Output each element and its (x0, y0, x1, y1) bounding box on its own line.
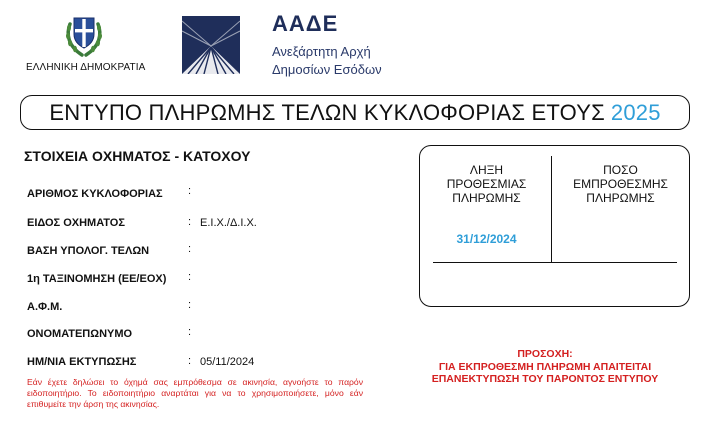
amount-label-line1: ΠΟΣΟ (603, 163, 638, 177)
row-colon: : (188, 216, 192, 228)
warning-line2: ΕΠΑΝΕΚΤΥΠΩΣΗ ΤΟΥ ΠΑΡΟΝΤΟΣ ΕΝΤΥΠΟΥ (431, 373, 659, 385)
row-label-first-registration: 1η ΤΑΞΙΝΟΜΗΣΗ (ΕΕ/ΕΟΧ) (27, 273, 167, 285)
warning-line1: ΓΙΑ ΕΚΠΡΟΘΕΣΜΗ ΠΛΗΡΩΜΗ ΑΠΑΙΤΕΙΤΑΙ (438, 360, 652, 373)
row-colon: : (188, 271, 192, 283)
greek-coat-of-arms-icon (64, 10, 104, 58)
aade-name-line1: Ανεξάρτητη Αρχή (272, 44, 371, 59)
row-colon: : (188, 355, 192, 367)
state-label: ΕΛΛΗΝΙΚΗ ΔΗΜΟΚΡΑΤΙΑ (26, 62, 146, 73)
deadline-label-line3: ΠΛΗΡΩΜΗΣ (452, 191, 521, 205)
late-payment-warning (395, 348, 695, 386)
row-label-print-date: ΗΜ/ΝΙΑ ΕΚΤΥΠΩΣΗΣ (27, 356, 137, 368)
deadline-label-line2: ΠΡΟΘΕΣΜΙΑΣ (446, 177, 527, 191)
row-label-fee-basis: ΒΑΣΗ ΥΠΟΛΟΓ. ΤΕΛΩΝ (27, 245, 150, 257)
amount-label-line3: ΠΛΗΡΩΜΗΣ (586, 191, 655, 205)
aade-acronym: ΑΑΔΕ (272, 11, 339, 36)
row-label-tax-id: Α.Φ.Μ. (27, 301, 63, 313)
payment-box-vertical-divider (551, 156, 552, 263)
row-colon: : (188, 185, 192, 197)
amount-label (558, 163, 683, 205)
section-title: ΣΤΟΙΧΕΙΑ ΟΧΗΜΑΤΟΣ - ΚΑΤΟΧΟΥ (24, 148, 251, 164)
form-title-year: 2025 (610, 99, 661, 125)
payment-box-horizontal-divider (433, 262, 677, 263)
row-colon: : (188, 299, 192, 311)
row-colon: : (188, 326, 192, 338)
row-label-registration-number: ΑΡΙΘΜΟΣ ΚΥΚΛΟΦΟΡΙΑΣ (27, 188, 163, 200)
warning-title: ΠΡΟΣΟΧΗ: (517, 348, 573, 360)
deadline-value: 31/12/2024 (456, 232, 517, 246)
form-title-text: ΕΝΤΥΠΟ ΠΛΗΡΩΜΗΣ ΤΕΛΩΝ ΚΥΚΛΟΦΟΡΙΑΣ ΕΤΟΥΣ (49, 99, 605, 125)
row-label-vehicle-type: ΕΙΔΟΣ ΟΧΗΜΑΤΟΣ (27, 217, 125, 229)
aade-name-line2: Δημοσίων Εσόδων (272, 62, 382, 77)
row-colon: : (188, 243, 192, 255)
aade-logo-icon (182, 16, 240, 74)
form-title (20, 95, 690, 130)
deadline-label (430, 163, 543, 205)
row-value-vehicle-type: Ε.Ι.Χ./Δ.Ι.Χ. (200, 217, 257, 229)
deadline-label-line1: ΛΗΞΗ (469, 163, 504, 177)
amount-label-line2: ΕΜΠΡΟΘΕΣΜΗΣ (573, 177, 668, 191)
row-value-print-date: 05/11/2024 (200, 356, 255, 368)
row-label-full-name: ΟΝΟΜΑΤΕΠΩΝΥΜΟ (27, 328, 133, 340)
inactivity-note: Εάν έχετε δηλώσει το όχημά σας εμπρόθεσμα σε ακινησία, αγνοήστε το παρόν ειδοποιητήριο. Το ειδοποιητήριο αναρτάται για να το χρησιμοποιήσετε, μόνο εάν επιθυμείτε την άρση της ακινησίας. (27, 377, 363, 409)
